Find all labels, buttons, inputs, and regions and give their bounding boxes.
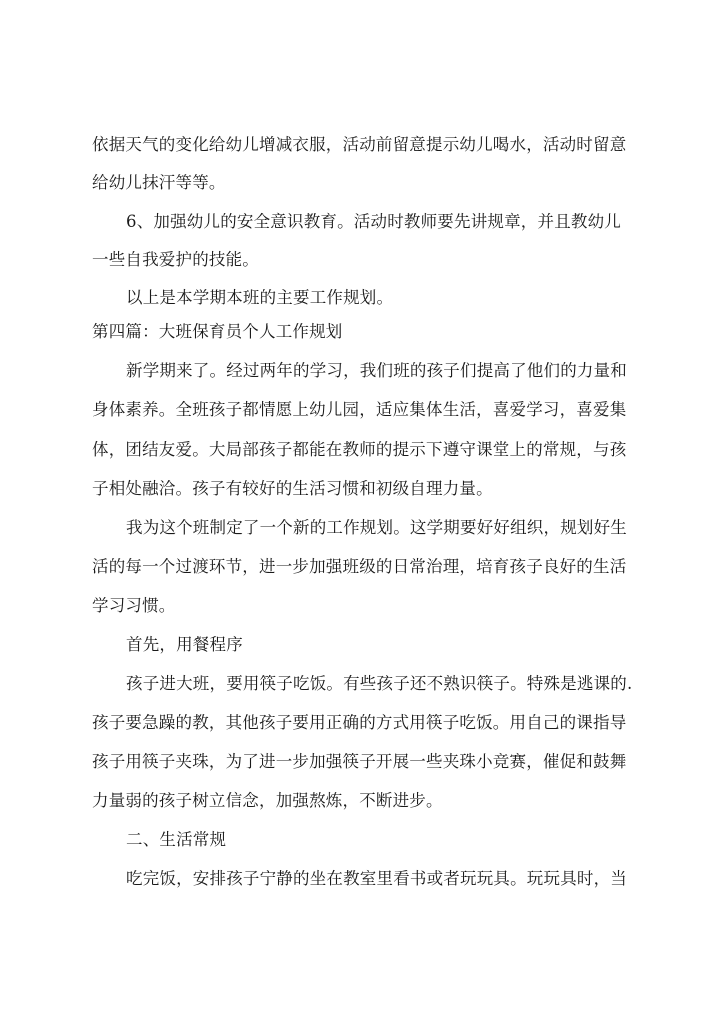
text-line: 吃完饭，安排孩子宁静的坐在教室里看书或者玩玩具。玩玩具时，当 [126, 869, 627, 888]
section-heading: 第四篇：大班保育员个人工作规划 [92, 322, 343, 341]
text-line: 依据天气的变化给幼儿增减衣服，活动前留意提示幼儿喝水，活动时留意 [92, 135, 627, 154]
text-line: 我为这个班制定了一个新的工作规划。这学期要好好组织，规划好生 [126, 518, 627, 537]
text-line: 身体素养。全班孩子都情愿上幼儿园，适应集体生活，喜爱学习，喜爱集 [92, 400, 627, 419]
text-line: 体，团结友爱。大局部孩子都能在教师的提示下遵守课堂上的常规，与孩 [92, 440, 627, 459]
text-line: 新学期来了。经过两年的学习，我们班的孩子们提高了他们的力量和 [126, 361, 627, 380]
text-line: 学习习惯。 [92, 596, 176, 615]
text-line: 孩子要急躁的教，其他孩子要用正确的方式用筷子吃饭。用自己的课指导 [92, 713, 627, 732]
subheading: 首先，用餐程序 [126, 635, 243, 654]
text-line: 以上是本学期本班的主要工作规划。 [126, 288, 394, 307]
text-line: 6、加强幼儿的安全意识教育。活动时教师要先讲规章，并且教幼儿 [126, 212, 621, 231]
text-line: 孩子进大班，要用筷子吃饭。有些孩子还不熟识筷子。特殊是逃课的. [126, 674, 633, 693]
text-line: 一些自我爱护的技能。 [92, 250, 259, 269]
text-line: 子相处融洽。孩子有较好的生活习惯和初级自理力量。 [92, 479, 493, 498]
subheading: 二、生活常规 [126, 830, 227, 849]
text-line: 孩子用筷子夹珠，为了进一步加强筷子开展一些夹珠小竞赛，催促和鼓舞 [92, 752, 627, 771]
text-line: 给幼儿抹汗等等。 [92, 173, 226, 192]
text-line: 力量弱的孩子树立信念，加强熬炼，不断进步。 [92, 791, 443, 810]
text-line: 活的每一个过渡环节，进一步加强班级的日常治理，培育孩子良好的生活 [92, 557, 627, 576]
